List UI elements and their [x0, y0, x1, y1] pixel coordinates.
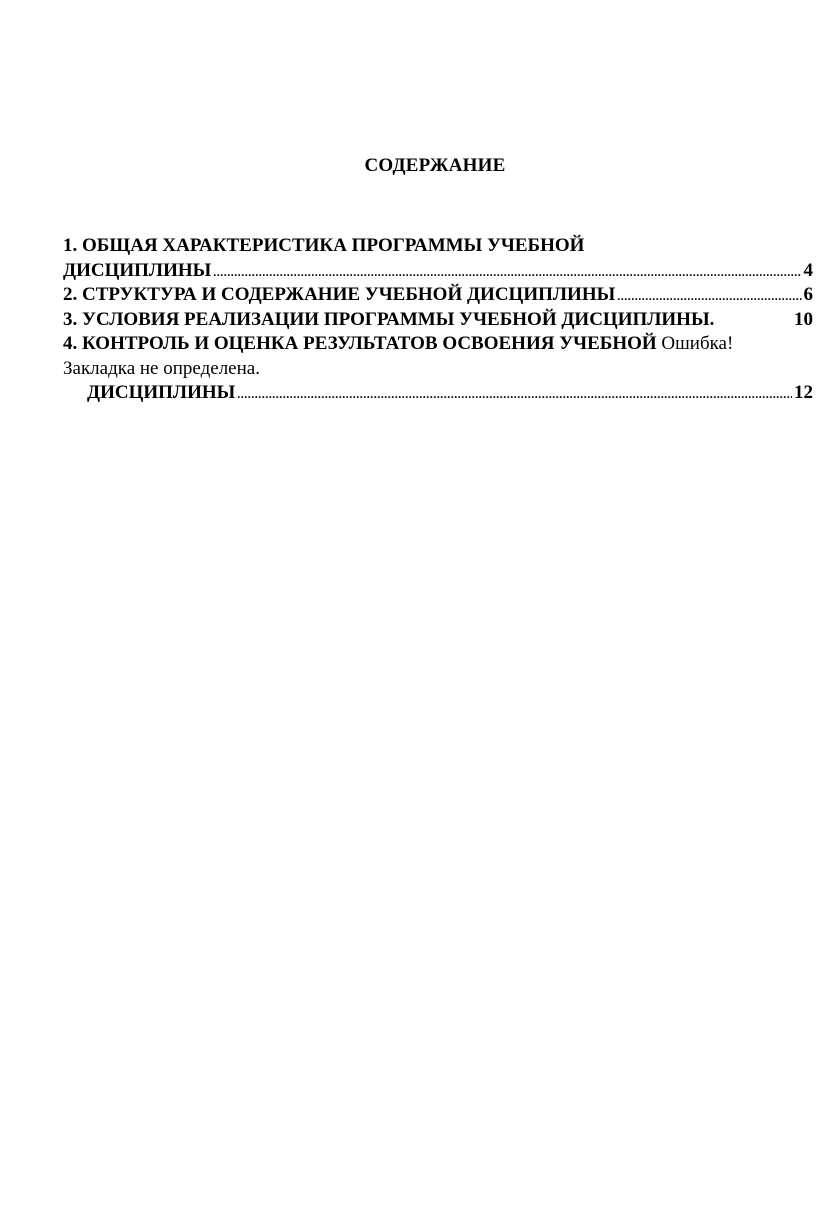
toc-entry-2-text: 2. СТРУКТУРА И СОДЕРЖАНИЕ УЧЕБНОЙ ДИСЦИПЛИНЫ	[63, 284, 616, 305]
toc-entry-1[interactable]	[63, 259, 813, 284]
toc-entry-4[interactable]	[63, 381, 813, 406]
toc-entry-4-heading[interactable]	[63, 332, 813, 357]
page-title: СОДЕРЖАНИЕ	[364, 155, 506, 176]
toc-entry-3-page: 10	[794, 308, 813, 330]
table-of-contents	[63, 234, 813, 406]
toc-entry-1-continuation: ДИСЦИПЛИНЫ	[63, 259, 212, 281]
dot-leader	[213, 260, 801, 285]
toc-entry-1-text: 1. ОБЩАЯ ХАРАКТЕРИСТИКА ПРОГРАММЫ УЧЕБНОЙ	[63, 235, 585, 256]
toc-entry-1-heading[interactable]	[63, 234, 813, 259]
toc-entry-2-page: 6	[803, 284, 813, 305]
toc-entry-4-error: Ошибка!	[661, 333, 734, 354]
toc-entry-3[interactable]	[63, 308, 813, 333]
toc-entry-4-continuation: ДИСЦИПЛИНЫ	[87, 382, 236, 403]
toc-entry-1-page: 4	[803, 259, 813, 281]
toc-entry-4-text: 4. КОНТРОЛЬ И ОЦЕНКА РЕЗУЛЬТАТОВ ОСВОЕНИЯ УЧЕБНОЙ	[63, 333, 657, 354]
toc-entry-4-page: 12	[794, 382, 813, 403]
toc-entry-2[interactable]	[63, 283, 813, 308]
dot-leader	[617, 284, 801, 309]
toc-entry-4-error-continuation: Закладка не определена.	[63, 357, 260, 379]
toc-entry-4-error-line	[63, 357, 813, 382]
dot-leader	[237, 382, 792, 407]
toc-entry-3-text: 3. УСЛОВИЯ РЕАЛИЗАЦИИ ПРОГРАММЫ УЧЕБНОЙ ДИСЦИПЛИНЫ.	[63, 308, 715, 330]
